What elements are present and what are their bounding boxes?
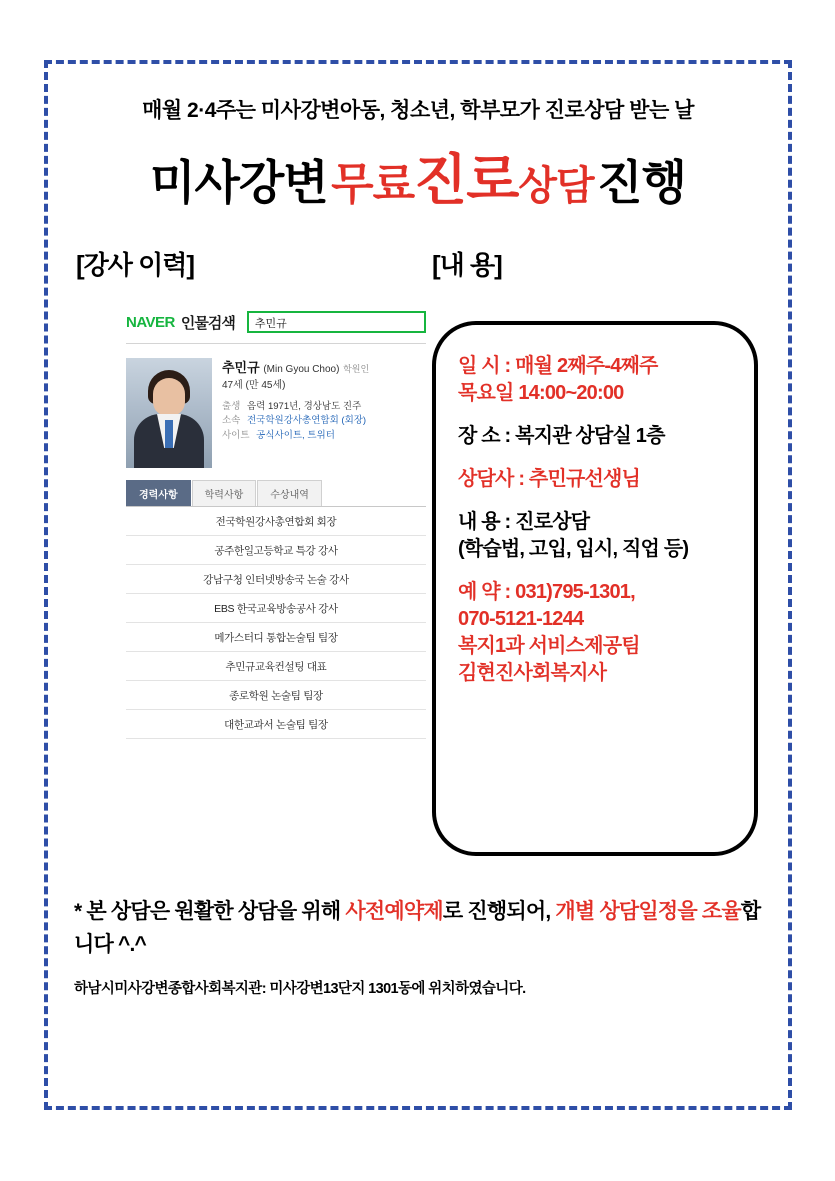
person-row-affiliation-key: 소속 bbox=[222, 415, 241, 427]
detail-counselor: 상담사 : 추민규선생님 bbox=[458, 468, 641, 490]
person-name-ko: 추민규 bbox=[222, 360, 260, 375]
person-profile bbox=[126, 358, 426, 468]
footer-note-highlight-2: 개별 bbox=[555, 900, 595, 923]
footer-note-text-1: * 본 상담은 원활한 상담을 위해 bbox=[74, 900, 346, 923]
footer-address: 하남시미사강변종합사회복지관: 미사강변13단지 1301동에 위치하였습니다. bbox=[74, 981, 526, 998]
list-item: 종로학원 논술팀 팀장 bbox=[126, 681, 426, 710]
detail-location: 장 소 : 복지관 상담실 1층 bbox=[458, 425, 665, 447]
naver-person-card bbox=[126, 311, 426, 739]
footer-note bbox=[74, 896, 762, 961]
footer-note-highlight-3: 상담일정을 조율 bbox=[599, 900, 741, 923]
list-item: 공주한일고등학교 특강 강사 bbox=[126, 536, 426, 565]
tab-awards[interactable]: 수상내역 bbox=[257, 480, 322, 506]
naver-divider bbox=[126, 343, 426, 344]
photo-face-shape bbox=[153, 378, 185, 416]
footer-note-text-2: 로 진행되어, bbox=[442, 900, 556, 923]
tab-career[interactable]: 경력사항 bbox=[126, 480, 191, 506]
person-row-site-key: 사이트 bbox=[222, 430, 250, 442]
naver-search-row bbox=[126, 311, 426, 333]
person-info bbox=[212, 358, 369, 468]
person-occupation-tag: 학원인 bbox=[343, 364, 370, 374]
title-part-4: 상담 bbox=[518, 164, 594, 208]
person-name-row bbox=[222, 358, 369, 378]
person-row-site bbox=[222, 429, 369, 444]
person-row-affiliation bbox=[222, 414, 369, 429]
footer-note-highlight-1: 사전예약제 bbox=[345, 900, 443, 923]
list-item: 전국학원강사총연합회 회장 bbox=[126, 507, 426, 536]
poster-tagline: 매월 2·4주는 미사강변아동, 청소년, 학부모가 진로상담 받는 날 bbox=[142, 99, 694, 122]
detail-date-line-2: 목요일 14:00~20:00 bbox=[458, 382, 624, 404]
person-photo bbox=[126, 358, 212, 468]
detail-content-line-1: 내 용 : 진로상담 bbox=[458, 511, 590, 533]
list-item: 대한교과서 논술팀 팀장 bbox=[126, 710, 426, 739]
poster-frame bbox=[44, 60, 792, 1110]
career-list bbox=[126, 507, 426, 739]
poster-footer bbox=[74, 896, 762, 998]
detail-date-line-1: 일 시 : 매월 2째주-4째주 bbox=[458, 355, 658, 377]
person-row-affiliation-link[interactable]: 전국학원강사총연합회 (회장) bbox=[247, 415, 367, 427]
poster-body bbox=[74, 293, 762, 873]
heading-instructor-career: [강사 이력] bbox=[76, 250, 195, 280]
person-tabs bbox=[126, 480, 426, 507]
person-name-en: (Min Gyou Choo) bbox=[263, 364, 340, 375]
detail-team: 복지1과 서비스제공팀 bbox=[458, 635, 640, 657]
list-item: 강남구청 인터넷방송국 논술 강사 bbox=[126, 565, 426, 594]
heading-content: [내 용] bbox=[432, 250, 502, 280]
list-item: 추민규교육컨설팅 대표 bbox=[126, 652, 426, 681]
naver-person-search-label: 인물검색 bbox=[180, 314, 235, 332]
naver-search-input[interactable]: 추민규 bbox=[247, 311, 426, 333]
list-item: 메가스터디 통합논술팀 팀장 bbox=[126, 623, 426, 652]
person-row-birth-key: 출생 bbox=[222, 400, 241, 412]
person-age: 47세 (만 45세) bbox=[222, 380, 286, 392]
person-row-birth bbox=[222, 400, 369, 415]
list-item: EBS 한국교육방송공사 강사 bbox=[126, 594, 426, 623]
tab-education[interactable]: 학력사항 bbox=[192, 480, 257, 506]
naver-logo: NAVER bbox=[126, 313, 175, 331]
detail-staff: 김현진사회복지사 bbox=[458, 662, 607, 684]
detail-content-line-2: (학습법, 고입, 입시, 직업 등) bbox=[458, 538, 689, 560]
person-row-birth-value: 음력 1971년, 경상남도 진주 bbox=[247, 400, 362, 412]
footer-note-text-3: 합니다 ^.^ bbox=[74, 900, 761, 956]
title-part-3: 진로 bbox=[414, 149, 519, 211]
poster-title bbox=[74, 136, 762, 215]
title-part-2: 무료 bbox=[331, 160, 415, 209]
title-part-1: 미사강변 bbox=[150, 156, 328, 209]
poster-inner bbox=[48, 64, 788, 1106]
section-headings bbox=[74, 245, 762, 287]
details-box bbox=[432, 321, 758, 856]
detail-reservation-line-2: 070-5121-1244 bbox=[458, 608, 584, 630]
detail-reservation-line-1: 예 약 : 031)795-1301, bbox=[458, 581, 635, 603]
person-row-site-link[interactable]: 공식사이트, 트위터 bbox=[256, 430, 335, 442]
title-part-5: 진행 bbox=[597, 156, 686, 209]
photo-tie-shape bbox=[165, 420, 173, 448]
